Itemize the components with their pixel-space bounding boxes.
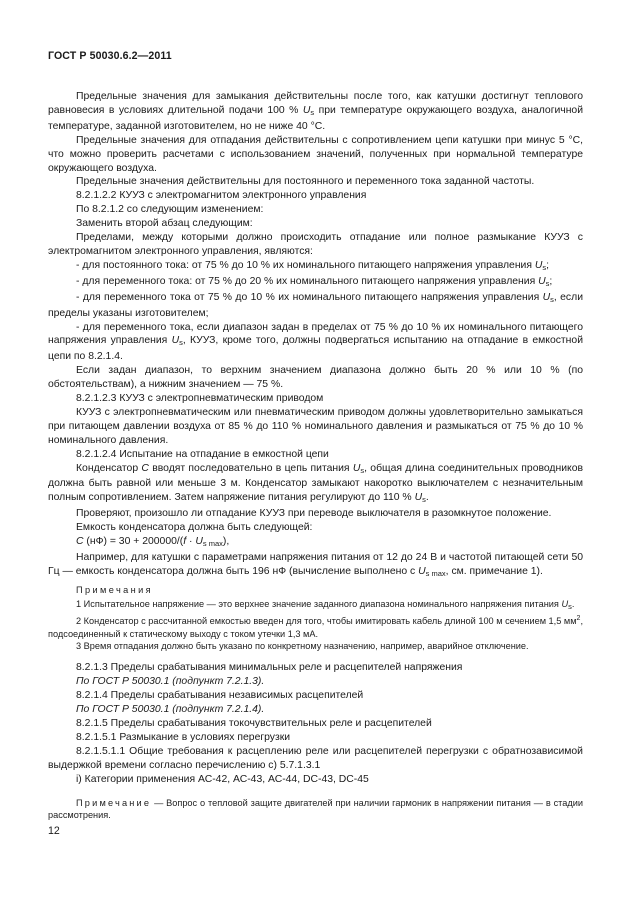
- paragraph: Пределами, между которыми должно происходить отпадание или полное размыкание КУУЗ с электромагнитом электронного управления, являются:: [48, 232, 583, 257]
- clause-heading: 8.2.1.2.4 Испытание на отпадание в емкостной цепи: [76, 448, 329, 460]
- note-item: 1 Испытательное напряжение — это верхнее значение заданного диапазона номинального напряжения питания $U_s$.: [76, 598, 575, 611]
- note-item: 3 Время отпадания должно быть указано по конкретному назначению, например, аварийное отключение.: [76, 640, 529, 651]
- list-item: - для переменного тока от 75 % до 10 % их номинального питающего напряжения управления $U_s$, если пределы указаны изготовителем;: [48, 291, 583, 319]
- page-number: 12: [48, 825, 60, 837]
- final-note: Примечание — Вопрос о тепловой защите двигателей при наличии гармоник в напряжении питания — в стадии рассмотрения.: [48, 797, 584, 820]
- list-item: - для переменного тока: от 75 % до 20 % их номинального питающего напряжения управления $U_s$;: [76, 275, 553, 288]
- paragraph: КУУЗ с электропневматическим или пневматическим приводом должны удовлетворительно замыкаться при питающем давлении воздуха от 85 % до 110 % номинального давления и размыкаться от 75 % до 10 % номинального давления.: [48, 406, 583, 446]
- document-header: ГОСТ Р 50030.6.2—2011: [48, 50, 172, 62]
- list-item: - для переменного тока, если диапазон задан в пределах от 75 % до 10 % их номинального питающего напряжения управления $U_s$, КУУЗ, кроме того, должны подвергаться испытанию на отпадание в емкостной цепи по 8.2.1.4.: [48, 321, 583, 363]
- paragraph: Если задан диапазон, то верхним значением диапазона должно быть 20 % или 10 % (по обстоятельствам), а нижним значением — 75 %.: [48, 365, 583, 391]
- clause-heading: 8.2.1.2.3 КУУЗ с электропневматическим приводом: [76, 393, 324, 405]
- paragraph: Заменить второй абзац следующим:: [76, 218, 253, 230]
- note-item: 2 Конденсатор с рассчитанной емкостью введен для того, чтобы имитировать кабель длиной 100 м сечением 1,5 $мм^2$, подсоединенный к статическому выходу с током утечки 1,3 мА.: [48, 615, 583, 639]
- formula: С $(нФ) = 30 + 200000/(f \cdot U_{s max})$,: [76, 536, 230, 549]
- paragraph: Предельные значения действительны для постоянного и переменного тока заданной частоты.: [76, 176, 535, 188]
- reference: По ГОСТ Р 50030.1 (подпункт 7.2.1.4).: [76, 704, 265, 716]
- document-body: [48, 90, 583, 821]
- paragraph: Например, для катушки с параметрами напряжения питания от 12 до 24 В и частотой питающей сети 50 Гц — емкость конденсатора должна быть 196 нФ (вычисление выполнено с $U_{s max}$, см. примечание 1).: [48, 552, 583, 578]
- paragraph: Емкость конденсатора должна быть следующей:: [76, 522, 313, 534]
- paragraph: Предельные значения для отпадания действительны с сопротивлением цепи катушки при минус 5 °С, что можно проверить расчетами с использованием значений, полученных при нормальной температуре окружающего воздуха.: [48, 134, 583, 174]
- paragraph: Проверяют, произошло ли отпадание КУУЗ при переводе выключателя в разомкнутое положение.: [76, 508, 552, 520]
- notes-heading: Примечания: [76, 584, 154, 595]
- reference: По ГОСТ Р 50030.1 (подпункт 7.2.1.3).: [76, 676, 265, 688]
- clause-heading: 8.2.1.5.1.1 Общие требования к расцеплению реле или расцепителей перегрузки с обратнозависимой выдержкой времени согласно перечислению с) 5.7.1.3.1: [48, 745, 583, 771]
- clause-heading: 8.2.1.5 Пределы срабатывания токочувствительных реле и расцепителей: [76, 717, 432, 729]
- paragraph: Конденсатор С вводят последовательно в цепь питания $U_s$, общая длина соединительных проводников должна быть равной или меньше 3 м. Конденсатор замыкают накоротко выключателем с незначительным полным сопротивлением. Затем напряжение питания регулируют до 110 % $U_s$.: [48, 462, 584, 505]
- clause-heading: 8.2.1.2.2 КУУЗ с электромагнитом электронного управления: [76, 190, 367, 202]
- list-item: - для постоянного тока: от 75 % до 10 % их номинального питающего напряжения управления $U_s$;: [76, 259, 550, 272]
- clause-heading: i) Категории применения АС-42, АС-43, АС-44, DC-43, DC-45: [76, 773, 369, 785]
- paragraph: Предельные значения для замыкания действительны после того, как катушки достигнут теплового равновесия в условиях длительной подачи 100 % $U_s$ при температуре окружающего воздуха, аналогичной температуре, заданной изготовителем, но не ниже 40 °С.: [48, 91, 584, 132]
- paragraph: По 8.2.1.2 со следующим изменением:: [76, 204, 264, 216]
- clause-heading: 8.2.1.3 Пределы срабатывания минимальных реле и расцепителей напряжения: [76, 662, 463, 674]
- clause-heading: 8.2.1.5.1 Размыкание в условиях перегрузки: [76, 731, 291, 743]
- clause-heading: 8.2.1.4 Пределы срабатывания независимых расцепителей: [76, 690, 364, 702]
